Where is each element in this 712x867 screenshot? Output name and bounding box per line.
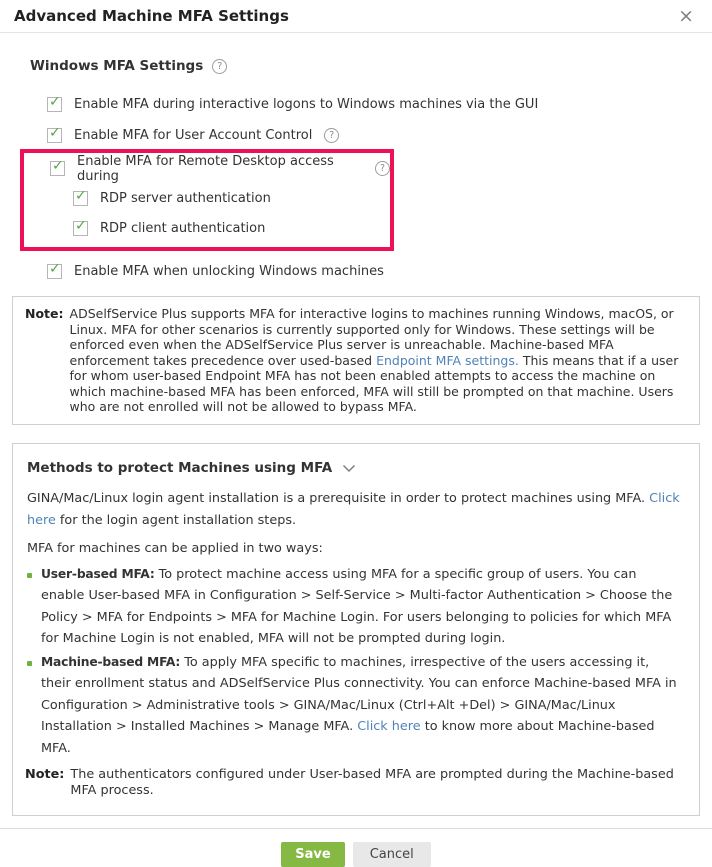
note-row [25, 306, 683, 415]
checkbox-row-user-account-control [47, 127, 712, 144]
checkbox-remote-desktop[interactable] [50, 158, 65, 176]
bullet-icon [27, 661, 32, 666]
checkbox-label-rdp-server: RDP server authentication [100, 191, 271, 206]
click-here-link-installation[interactable]: Click here [27, 490, 680, 528]
bullet-text [41, 652, 683, 760]
methods-intro [27, 488, 683, 532]
list-item-user-based-mfa [27, 564, 683, 650]
note-label: Note: [25, 767, 65, 782]
bullet-body-after: to know more about Machine-based MFA. [41, 719, 655, 756]
note-text-before: ADSelfService Plus supports MFA for interactive logins to machines running Windows, macOS, or Linux. MFA for other scenarios is currently supported only for Windows. These settings will be enforced even when the ADSelfService Plus server is unreachable. Machine-based MFA enforcement takes precedence over used-based [69, 306, 674, 368]
footer-divider [0, 828, 712, 829]
bullet-label: Machine-based MFA: [41, 654, 181, 669]
checkmark-icon: ✓ [49, 94, 61, 110]
bullet-icon [27, 573, 32, 578]
methods-box [12, 443, 700, 817]
bullet-text [41, 564, 683, 650]
windows-mfa-heading [30, 58, 712, 74]
checkbox-row-rdp-client [73, 220, 390, 237]
help-icon[interactable]: ? [212, 59, 227, 74]
note-text-after: This means that if a user for whom user-based Endpoint MFA has not been enabled attempts to access the machine on which machine-based MFA has been enforced, MFA will still be prompted on that machine. Users who are not enrolled will not be allowed to bypass MFA. [69, 352, 679, 414]
checkbox-user-account-control[interactable] [47, 125, 62, 143]
list-item-machine-based-mfa [27, 652, 683, 760]
note-text [70, 306, 683, 415]
methods-ways-intro: MFA for machines can be applied in two ways: [27, 540, 323, 556]
dialog-title: Advanced Machine MFA Settings [14, 7, 289, 25]
click-here-link-machine-mfa[interactable]: Click here [357, 719, 421, 734]
checkmark-icon: ✓ [52, 158, 64, 174]
remote-desktop-highlight-box [20, 149, 394, 251]
methods-heading[interactable] [27, 460, 683, 476]
checkbox-label-interactive-logons: Enable MFA during interactive logons to Windows machines via the GUI [74, 97, 539, 112]
checkmark-icon: ✓ [75, 188, 87, 204]
checkbox-row-unlocking [47, 263, 712, 280]
checkmark-icon: ✓ [75, 218, 87, 234]
note-text: The authenticators configured under User-based MFA are prompted during the Machine-based MFA process. [70, 767, 674, 798]
checkbox-row-interactive-logons [47, 96, 712, 113]
methods-intro-before: GINA/Mac/Linux login agent installation is a prerequisite in order to protect machines using MFA. [27, 490, 650, 506]
methods-intro-after: for the login agent installation steps. [55, 512, 297, 528]
cancel-button[interactable]: Cancel [353, 842, 431, 867]
endpoint-mfa-settings-link[interactable]: Endpoint MFA settings. [376, 352, 519, 368]
note-row [25, 767, 683, 799]
note-label: Note: [25, 306, 64, 321]
windows-mfa-heading-label: Windows MFA Settings [30, 58, 204, 74]
help-icon[interactable]: ? [324, 128, 339, 143]
help-icon[interactable]: ? [375, 161, 390, 176]
bullet-body: To apply MFA specific to machines, irrespective of the users accessing it, their enrollment status and ADSelfService Plus connectivity. You can enforce Machine-based MFA in Configuration > Administrative tools > GINA/Mac/Linux (Ctrl+Alt +Del) > GINA/Mac/Linux Installation > Installed Machines > Manage MFA. [41, 654, 677, 734]
chevron-down-icon[interactable] [342, 464, 356, 473]
checkbox-unlocking[interactable] [47, 261, 62, 279]
note-box-windows-mfa [12, 296, 700, 425]
methods-bullet-list [27, 564, 683, 760]
checkbox-rdp-server[interactable] [73, 188, 88, 206]
checkbox-interactive-logons[interactable] [47, 94, 62, 112]
close-icon[interactable]: × [678, 4, 694, 27]
checkbox-rdp-client[interactable] [73, 218, 88, 236]
checkbox-row-rdp-server [73, 190, 390, 207]
checkmark-icon: ✓ [49, 125, 61, 141]
dialog-header [0, 0, 712, 33]
checkbox-label-unlocking: Enable MFA when unlocking Windows machines [74, 264, 384, 279]
checkbox-label-user-account-control: Enable MFA for User Account Control [74, 128, 313, 143]
save-button[interactable]: Save [281, 842, 344, 867]
methods-heading-label: Methods to protect Machines using MFA [27, 459, 333, 476]
bullet-body: To protect machine access using MFA for a specific group of users. You can enable User-based MFA in Configuration > Self-Service > Multi-factor Authentication > Choose the Policy > MFA for Endpoints > MFA for Machine Login. For users belonging to policies for which MFA for Machine Login is not enabled, MFA will not be prompted during login. [41, 566, 673, 646]
methods-note [25, 767, 683, 799]
bullet-label: User-based MFA: [41, 566, 155, 581]
checkmark-icon: ✓ [49, 261, 61, 277]
footer [0, 842, 712, 867]
checkbox-label-rdp-client: RDP client authentication [100, 221, 266, 236]
checkbox-label-remote-desktop: Enable MFA for Remote Desktop access during [77, 153, 334, 184]
checkbox-row-remote-desktop [50, 153, 390, 184]
